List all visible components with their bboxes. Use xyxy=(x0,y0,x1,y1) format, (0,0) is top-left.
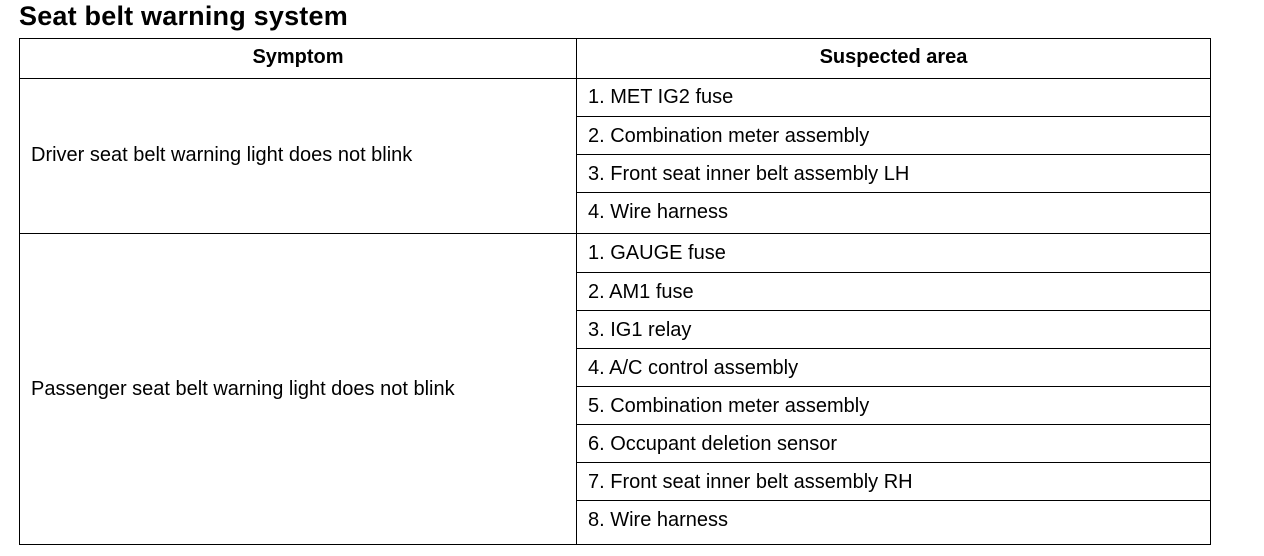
suspected-area-item: 2. AM1 fuse xyxy=(577,272,1210,310)
suspected-area-item: 6. Occupant deletion sensor xyxy=(577,424,1210,462)
suspected-area-item: 1. MET IG2 fuse xyxy=(588,86,734,108)
symptom-text: Driver seat belt warning light does not blink xyxy=(31,144,413,166)
header-symptom: Symptom xyxy=(20,39,577,78)
suspected-area-item: 1. GAUGE fuse xyxy=(588,242,726,264)
suspected-area-item: 7. Front seat inner belt assembly RH xyxy=(577,462,1210,500)
suspected-area-item: 3. IG1 relay xyxy=(577,310,1210,348)
header-suspected-area: Suspected area xyxy=(819,46,968,68)
symptom-cell xyxy=(20,78,577,233)
suspected-area-item: 5. Combination meter assembly xyxy=(577,386,1210,424)
symptom-text: Passenger seat belt warning light does not blink xyxy=(31,377,455,400)
page-title: Seat belt warning system xyxy=(19,1,348,31)
suspected-area-list xyxy=(577,234,1210,544)
suspected-area-item: 4. Wire harness xyxy=(577,192,1210,230)
suspected-area-list xyxy=(577,78,1210,233)
suspected-area-item: 2. Combination meter assembly xyxy=(577,116,1210,154)
table-row-group-driver xyxy=(20,78,1210,234)
table-row-group-passenger xyxy=(20,234,1210,544)
table-header xyxy=(20,39,1210,79)
suspected-area-item: 8. Wire harness xyxy=(577,500,1210,538)
suspected-area-item: 4. A/C control assembly xyxy=(577,348,1210,386)
symptom-table xyxy=(19,38,1211,545)
suspected-area-item: 3. Front seat inner belt assembly LH xyxy=(577,154,1210,192)
symptom-cell xyxy=(20,234,577,544)
